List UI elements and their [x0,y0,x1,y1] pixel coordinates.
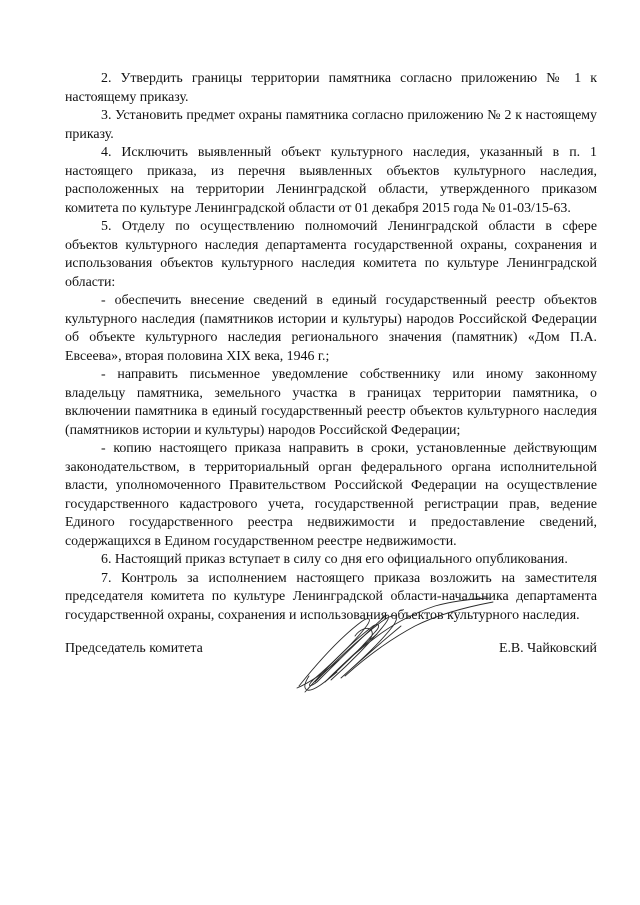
paragraph-2: 2. Утвердить границы территории памятника согласно приложению № 1 к настоящему приказу. [65,71,597,105]
paragraph-5-item-1: - обеспечить внесение сведений в единый государственный реестр объектов культурного наследия (памятников истории и культуры) народов Российской Федерации об объекте культурного наследия регионального значения (памятник) «Дом П.А. Евсеева», вторая половина XIX века, 1946 г.; [65,293,597,364]
paragraph-5: 5. Отделу по осуществлению полномочий Ленинградской области в сфере объектов культурного наследия департамента государственной охраны, сохранения и использования объектов культурного наследия комитета по культуре Ленинградской области: [65,219,597,290]
paragraph-4: 4. Исключить выявленный объект культурного наследия, указанный в п. 1 настоящего приказа, из перечня выявленных объектов культурного наследия, расположенных на территории Ленинградской области, утвержденного приказом комитета по культуре Ленинградской области от 01 декабря 2015 года № 01-03/15-63. [65,145,597,216]
paragraph-7: 7. Контроль за исполнением настоящего приказа возложить на заместителя председателя комитета по культуре Ленинградской области-начальника департамента государственной охраны, сохранения и использования объектов культурного наследия. [65,570,597,623]
handwritten-signature [285,596,505,700]
document-body [65,70,597,625]
signatory-title: Председатель комитета [65,641,203,656]
paragraph-6: 6. Настоящий приказ вступает в силу со дня его официального опубликования. [101,552,568,567]
signatory-name: Е.В. Чайковский [498,641,597,656]
paragraph-3: 3. Установить предмет охраны памятника согласно приложению № 2 к настоящему приказу. [65,108,597,142]
paragraph-5-item-2: - направить письменное уведомление собственнику или иному законному владельцу памятника, земельного участка в границах территории памятника, о включении памятника в единый государственный реестр объектов культурного наследия (памятников истории и культуры) народов Российской Федерации; [65,367,597,438]
paragraph-5-item-3: - копию настоящего приказа направить в сроки, установленные действующим законодательством, в территориальный орган федерального органа исполнительной власти, уполномоченного Правительством Российской Федерации на осуществление государственного кадастрового учета, государственной регистрации прав, ведение Единого государственного реестра недвижимости и предоставление сведений, содержащихся в Едином государственном реестре недвижимости. [65,441,597,549]
